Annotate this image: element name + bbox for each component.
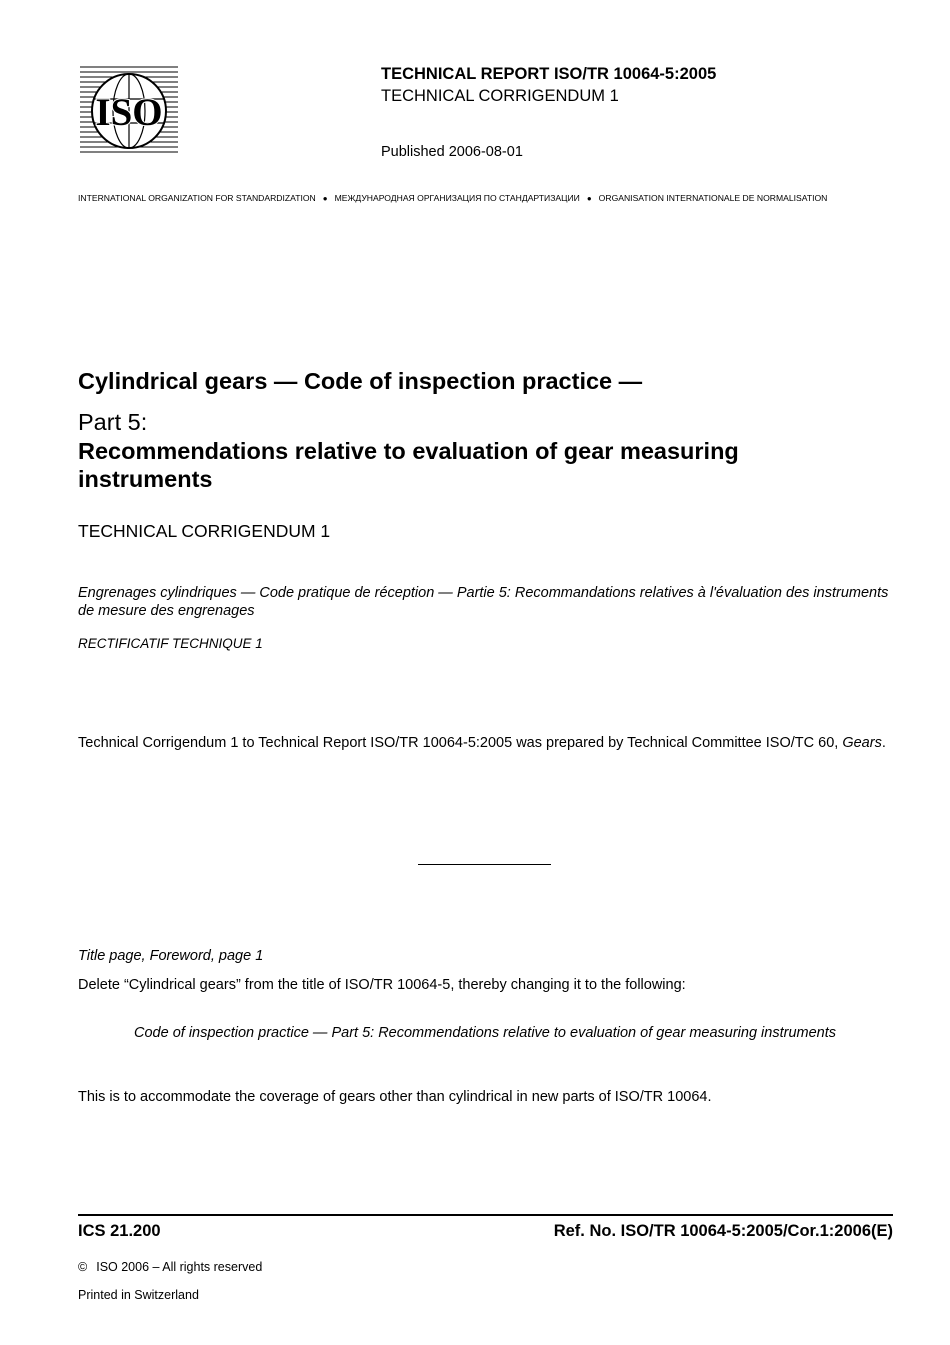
- printed-in: Printed in Switzerland: [78, 1288, 199, 1302]
- org-name-fr: ORGANISATION INTERNATIONALE DE NORMALISATION: [598, 193, 828, 203]
- section-separator: [418, 864, 551, 865]
- ics-code: ICS 21.200: [78, 1222, 161, 1240]
- organization-line: [78, 193, 893, 203]
- copyright-icon: ©: [78, 1260, 88, 1274]
- preparation-statement: [78, 734, 893, 752]
- org-name-ru: МЕЖДУНАРОДНАЯ ОРГАНИЗАЦИЯ ПО СТАНДАРТИЗАЦИИ: [334, 193, 580, 203]
- report-title: TECHNICAL REPORT ISO/TR 10064-5:2005: [381, 65, 717, 83]
- published-date: Published 2006-08-01: [381, 144, 523, 160]
- org-name-en: INTERNATIONAL ORGANIZATION FOR STANDARDIZATION: [78, 193, 316, 203]
- correction-reason: This is to accommodate the coverage of gears other than cylindrical in new parts of ISO/TR 10064.: [78, 1089, 712, 1105]
- committee-name: Gears: [842, 735, 882, 751]
- bullet-icon: ●: [586, 193, 592, 203]
- part-label: Part 5:: [78, 409, 148, 435]
- correction-instruction: Delete “Cylindrical gears” from the title of ISO/TR 10064-5, thereby changing it to the following:: [78, 977, 686, 993]
- corrigendum-label: TECHNICAL CORRIGENDUM 1: [78, 521, 331, 541]
- part-title: Recommendations relative to evaluation of gear measuring instruments: [78, 438, 739, 492]
- french-title: Engrenages cylindriques — Code pratique de réception — Partie 5: Recommandations relatives à l'évaluation des instruments de mesure des engrenages: [78, 585, 889, 619]
- copyright-text: ISO 2006 – All rights reserved: [96, 1260, 263, 1274]
- iso-logo-text: ISO: [95, 91, 163, 134]
- iso-logo: [80, 65, 178, 157]
- preparation-end: .: [881, 735, 886, 751]
- document-title: Cylindrical gears — Code of inspection practice —: [78, 368, 643, 394]
- correction-location: Title page, Foreword, page 1: [78, 948, 264, 964]
- reference-number: Ref. No. ISO/TR 10064-5:2005/Cor.1:2006(E): [553, 1222, 893, 1240]
- new-title-quote: Code of inspection practice — Part 5: Recommendations relative to evaluation of gear measuring instruments: [134, 1025, 836, 1041]
- copyright-notice: [78, 1260, 262, 1274]
- preparation-text: Technical Corrigendum 1 to Technical Report ISO/TR 10064-5:2005 was prepared by Technical Committee ISO/TC 60,: [78, 735, 843, 751]
- report-subtitle: TECHNICAL CORRIGENDUM 1: [381, 87, 619, 105]
- footer-rule: [78, 1214, 893, 1216]
- french-corrigendum-label: RECTIFICATIF TECHNIQUE 1: [78, 636, 263, 651]
- bullet-icon: ●: [322, 193, 328, 203]
